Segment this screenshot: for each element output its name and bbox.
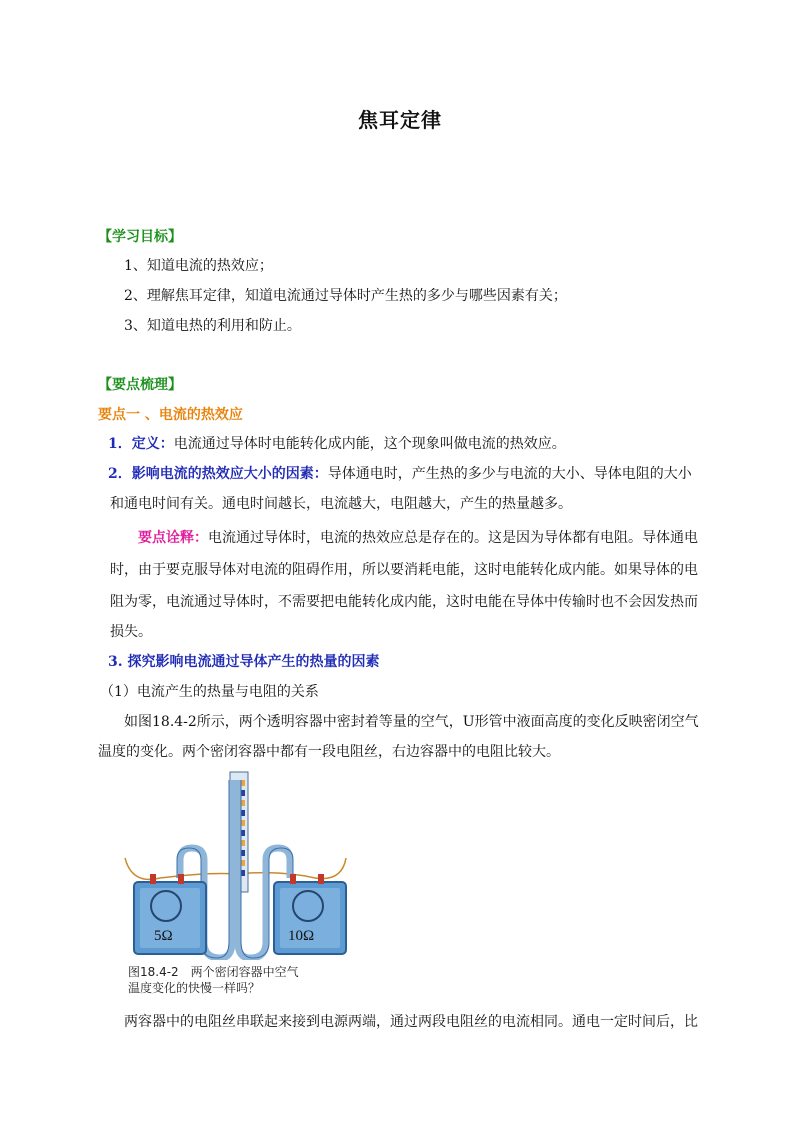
definition-text: 电流通过导体时电能转化成内能，这个现象叫做电流的热效应。 — [173, 436, 566, 452]
u-tube-illustration — [120, 770, 350, 960]
note-text-2: 时，由于要克服导体对电流的阻碍作用，所以要消耗电能，这时电能转化成内能。如果导体的电 — [110, 562, 698, 578]
figure-caption-2: 温度变化的快慢一样吗？ — [128, 981, 261, 995]
right-resistor-label: 10Ω — [288, 928, 315, 944]
factor-line-1 — [108, 464, 692, 484]
factor-text-2: 和通电时间有关。通电时间越长，电流越大，电阻越大，产生的热量越多。 — [110, 496, 572, 512]
note-label: 要点诠释： — [138, 530, 208, 546]
factor-text-1: 导体通电时，产生热的多少与电流的大小、导体电阻的大小 — [327, 466, 692, 482]
explore-subheading: （1）电流产生的热量与电阻的关系 — [100, 684, 319, 700]
paragraph-1: 如图18.4-2所示，两个透明容器中密封着等量的空气，U形管中液面高度的变化反映密闭空气 — [124, 714, 699, 730]
points-heading: 【要点梳理】 — [98, 377, 182, 393]
figure-u-tube — [120, 770, 350, 960]
paragraph-3: 两容器中的电阻丝串联起来接到电源两端，通过两段电阻丝的电流相同。通电一定时间后，比 — [124, 1014, 698, 1030]
goal-item-2: 2、理解焦耳定律，知道电流通过导体时产生热的多少与哪些因素有关； — [124, 288, 567, 304]
explore-heading: 3. 探究影响电流通过导体产生的热量的因素 — [108, 654, 380, 670]
note-text-3: 阻为零，电流通过导体时，不需要把电能转化成内能，这时电能在导体中传输时也不会因发热而 — [110, 594, 698, 610]
note-line-1 — [138, 528, 698, 548]
note-text-4: 损失。 — [110, 624, 152, 640]
goal-item-1: 1、知道电流的热效应； — [124, 258, 273, 274]
definition-label: 1．定义： — [108, 436, 174, 452]
goal-item-3: 3、知道电热的利用和防止。 — [124, 318, 301, 334]
goals-heading: 【学习目标】 — [98, 229, 182, 245]
page-title: 焦耳定律 — [358, 108, 442, 132]
note-text-1: 电流通过导体时，电流的热效应总是存在的。这是因为导体都有电阻。导体通电 — [208, 530, 698, 546]
key-point-heading: 要点一 、电流的热效应 — [98, 407, 243, 423]
definition-line — [108, 434, 566, 454]
figure-caption-1: 图18.4-2 两个密闭容器中空气 — [128, 965, 299, 979]
factor-label: 2．影响电流的热效应大小的因素： — [108, 466, 328, 482]
left-resistor-label: 5Ω — [154, 928, 173, 944]
paragraph-2: 温度的变化。两个密闭容器中都有一段电阻丝，右边容器中的电阻比较大。 — [98, 744, 560, 760]
